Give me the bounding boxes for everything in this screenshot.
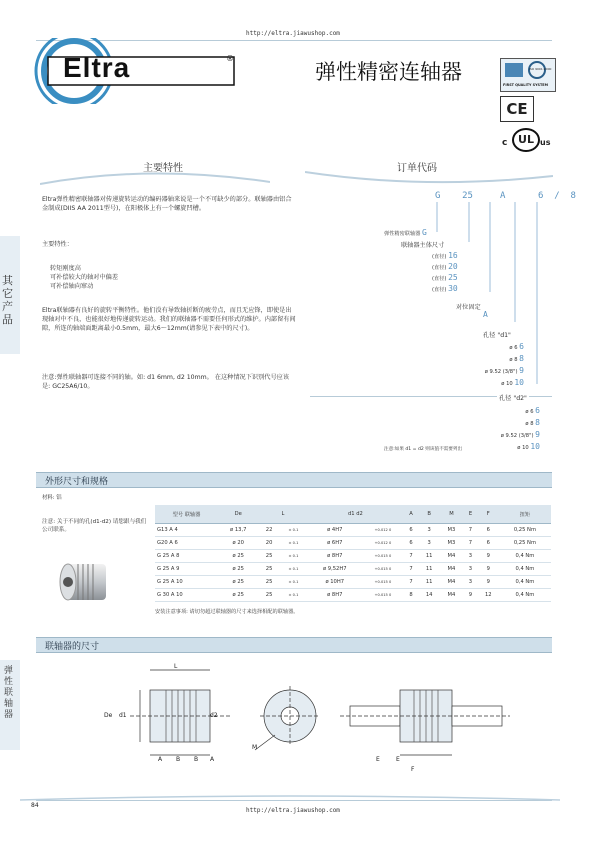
- order-size-25: (直径) 25: [432, 273, 458, 282]
- table-cell: 9: [478, 576, 499, 589]
- table-cell: 6: [404, 524, 419, 537]
- order-d2-8: ø 8 8: [525, 418, 540, 427]
- dim-label-b1: B: [176, 756, 181, 763]
- install-note: 安装注意事项: 请切勿超过联轴器的尺寸来选择相配的联轴器。: [155, 609, 299, 615]
- dim-label-m: M: [252, 744, 258, 751]
- table-cell: ø 8H7: [307, 589, 362, 602]
- col-torque: 扭矩: [499, 505, 551, 524]
- drawing-title: 联轴器的尺寸: [45, 642, 100, 652]
- table-cell: ø 25: [218, 576, 259, 589]
- page-number: 84: [31, 802, 39, 809]
- note-text: 注意:弹性联轴器可连接不同的轴。如: d1 6mm, d2 10mm。 在这种情况下识别代号应该是: GC25A6/10。: [42, 374, 290, 390]
- table-cell: ø 8H7: [307, 550, 362, 563]
- table-row: [155, 537, 551, 550]
- table-cell: G 25 A 9: [155, 563, 218, 576]
- dimensions-note: 注意: 关于不同的孔(d1-d2) 请您跟与我们公司联系。: [42, 519, 147, 533]
- table-row: [155, 589, 551, 602]
- table-cell: 8: [404, 589, 419, 602]
- col-l: L: [259, 505, 308, 524]
- dim-label-b2: B: [194, 756, 199, 763]
- table-cell: M3: [440, 524, 463, 537]
- col-b: B: [419, 505, 440, 524]
- footer-url[interactable]: http://eltra.jiawushop.com: [246, 807, 340, 814]
- table-cell: G13 A 4: [155, 524, 218, 537]
- spec-table: [155, 505, 551, 602]
- header-url[interactable]: http://eltra.jiawushop.com: [246, 30, 340, 37]
- table-cell: 12: [478, 589, 499, 602]
- table-cell: ± 0.1: [280, 563, 308, 576]
- order-fix-code: A: [483, 310, 488, 319]
- swoosh-right-icon: [305, 170, 553, 186]
- table-cell: ø 10H7: [307, 576, 362, 589]
- table-cell: M4: [440, 550, 463, 563]
- table-cell: 22: [259, 524, 280, 537]
- order-d1-10: ø 10 10: [501, 378, 524, 387]
- dim-label-a1: A: [158, 756, 163, 763]
- table-cell: 7: [404, 563, 419, 576]
- table-cell: G20 A 6: [155, 537, 218, 550]
- order-d2-10: ø 10 10: [517, 442, 540, 451]
- table-row: [155, 576, 551, 589]
- table-cell: +0.015 0: [362, 589, 403, 602]
- dim-label-l: L: [174, 663, 178, 670]
- intro-text: Eltra弹性精密联轴器对传递旋转运动的编码器轴来说是一个不可缺少的部分。联轴器由铝合金制成(DIIS AA 2011型号)，在阳极体上有一个螺旋凹槽。: [42, 196, 292, 212]
- table-cell: ø 25: [218, 563, 259, 576]
- table-row: [155, 563, 551, 576]
- trademark: ®: [226, 54, 234, 63]
- table-cell: 20: [259, 537, 280, 550]
- table-cell: 25: [259, 589, 280, 602]
- table-cell: 6: [478, 524, 499, 537]
- col-f: F: [478, 505, 499, 524]
- table-cell: 11: [419, 563, 440, 576]
- table-cell: 25: [259, 576, 280, 589]
- table-cell: 0,25 Nm: [499, 537, 551, 550]
- order-size-label: 联轴器主体尺寸: [401, 242, 445, 249]
- table-cell: 25: [259, 563, 280, 576]
- order-size-20: (直径) 20: [432, 262, 458, 271]
- ul-badge: c UL us: [500, 126, 552, 150]
- order-size-16: (直径) 16: [432, 251, 458, 260]
- dim-label-e2: E: [396, 756, 400, 763]
- table-cell: ± 0.1: [280, 589, 308, 602]
- table-cell: 3: [463, 576, 478, 589]
- dim-label-de: De: [104, 712, 113, 719]
- table-cell: 6: [478, 537, 499, 550]
- table-cell: 9: [478, 563, 499, 576]
- order-d2-6: ø 6 6: [525, 406, 540, 415]
- table-cell: +0.015 0: [362, 563, 403, 576]
- dimensions-band: [36, 472, 552, 488]
- iso-badge: ISO 9001:2000 FIRST QUALITY SYSTEM: [500, 58, 556, 92]
- table-cell: G 30 A 10: [155, 589, 218, 602]
- table-cell: 7: [463, 524, 478, 537]
- balance-text: Eltra联轴器有良好的旋转平衡特性。他们没有导致轴折断的疲劳点，而且无应锋，即使是出现轴对中不良，也能很好地传递旋转运动。我们的联轴器不需要任何形式的维护。内部留有间隙，所连的轴端面距离最小0.5mm，最大6～12mm(请参见下表中的尺寸)。: [42, 307, 296, 332]
- dim-label-d2: d2: [210, 712, 218, 719]
- table-cell: 0,4 Nm: [499, 563, 551, 576]
- order-coupling-row: 弹性精密联轴器 G: [384, 228, 427, 237]
- table-cell: M3: [440, 537, 463, 550]
- dimensions-title: 外形尺寸和规格: [45, 477, 109, 487]
- table-cell: +0.012 0: [362, 537, 403, 550]
- table-cell: ø 9,52H7: [307, 563, 362, 576]
- table-cell: ø 25: [218, 550, 259, 563]
- col-model: 型号 联轴器: [155, 505, 218, 524]
- order-d2-note: 注意:如果 d1 = d2 则该值不需要列出: [384, 447, 463, 452]
- footer-swoosh-icon: [20, 790, 560, 806]
- table-cell: 3: [419, 524, 440, 537]
- feature-item-2: 可补偿较大的轴对中偏差: [50, 274, 119, 281]
- order-d1-label: 孔径 "d1": [483, 332, 511, 339]
- main-features-title: 主要特性: [143, 163, 183, 174]
- feature-item-1: 转矩刚度高: [50, 265, 81, 272]
- table-row: [155, 524, 551, 537]
- table-cell: ± 0.1: [280, 550, 308, 563]
- table-cell: 6: [404, 537, 419, 550]
- table-cell: M4: [440, 589, 463, 602]
- order-d1-9: ø 9.52 (3/8") 9: [484, 366, 524, 375]
- drawing-band: [36, 637, 552, 653]
- material-label: 材料: 铝: [42, 495, 62, 501]
- table-cell: 11: [419, 576, 440, 589]
- table-cell: ø 4H7: [307, 524, 362, 537]
- table-cell: 0,4 Nm: [499, 550, 551, 563]
- table-row: [155, 550, 551, 563]
- table-cell: 7: [404, 576, 419, 589]
- table-cell: ± 0.1: [280, 524, 308, 537]
- table-cell: M4: [440, 563, 463, 576]
- col-m: M: [440, 505, 463, 524]
- table-cell: G 25 A 8: [155, 550, 218, 563]
- col-a: A: [404, 505, 419, 524]
- side-tab-bottom[interactable]: [0, 660, 20, 750]
- table-cell: 9: [478, 550, 499, 563]
- table-cell: +0.015 0: [362, 576, 403, 589]
- table-cell: +0.015 0: [362, 550, 403, 563]
- side-tab-label: 其它产品: [2, 274, 13, 326]
- ce-badge: CE: [500, 96, 534, 122]
- order-d2-9: ø 9.52 (3/8") 9: [500, 430, 540, 439]
- table-cell: ± 0.1: [280, 537, 308, 550]
- order-d2-label: 孔径 "d2": [499, 395, 527, 402]
- col-de: De: [218, 505, 259, 524]
- coupling-photo: [56, 556, 116, 608]
- table-cell: 9: [463, 589, 478, 602]
- side-tab-bottom-label: 弹性联轴器: [4, 666, 14, 720]
- table-cell: ± 0.1: [280, 576, 308, 589]
- side-tab[interactable]: [0, 236, 20, 354]
- table-cell: 3: [419, 537, 440, 550]
- brand-name: Eltra: [63, 52, 131, 83]
- table-cell: ø 20: [218, 537, 259, 550]
- table-cell: ø 13,7: [218, 524, 259, 537]
- order-code-title: 订单代码: [397, 163, 437, 174]
- table-cell: 7: [463, 537, 478, 550]
- page-title: 弹性精密连轴器: [315, 60, 462, 84]
- table-cell: 3: [463, 563, 478, 576]
- table-cell: 3: [463, 550, 478, 563]
- table-cell: 0,25 Nm: [499, 524, 551, 537]
- iso-emblem-icon: [501, 59, 555, 83]
- col-d: d1 d2: [307, 505, 403, 524]
- table-cell: 7: [404, 550, 419, 563]
- order-d1-8: ø 8 8: [509, 354, 524, 363]
- features-list-title: 主要特性：: [42, 241, 73, 248]
- table-cell: +0.012 0: [362, 524, 403, 537]
- table-cell: 0,4 Nm: [499, 589, 551, 602]
- swoosh-left-icon: [40, 170, 270, 186]
- order-size-30: (直径) 30: [432, 284, 458, 293]
- dim-label-a2: A: [210, 756, 215, 763]
- table-cell: 0,4 Nm: [499, 576, 551, 589]
- table-cell: ø 6H7: [307, 537, 362, 550]
- order-code: G 25 A 6 / 8: [435, 191, 576, 201]
- table-cell: 25: [259, 550, 280, 563]
- feature-item-3: 可补偿轴向窜动: [50, 283, 94, 290]
- dim-label-f: F: [411, 766, 415, 773]
- order-d1-6: ø 6 6: [509, 342, 524, 351]
- table-cell: G 25 A 10: [155, 576, 218, 589]
- table-cell: 14: [419, 589, 440, 602]
- table-cell: ø 25: [218, 589, 259, 602]
- col-e: E: [463, 505, 478, 524]
- table-cell: 11: [419, 550, 440, 563]
- dim-label-e1: E: [376, 756, 380, 763]
- order-fix-label: 对位固定: [456, 304, 481, 311]
- table-cell: M4: [440, 576, 463, 589]
- dim-label-d1: d1: [119, 712, 127, 719]
